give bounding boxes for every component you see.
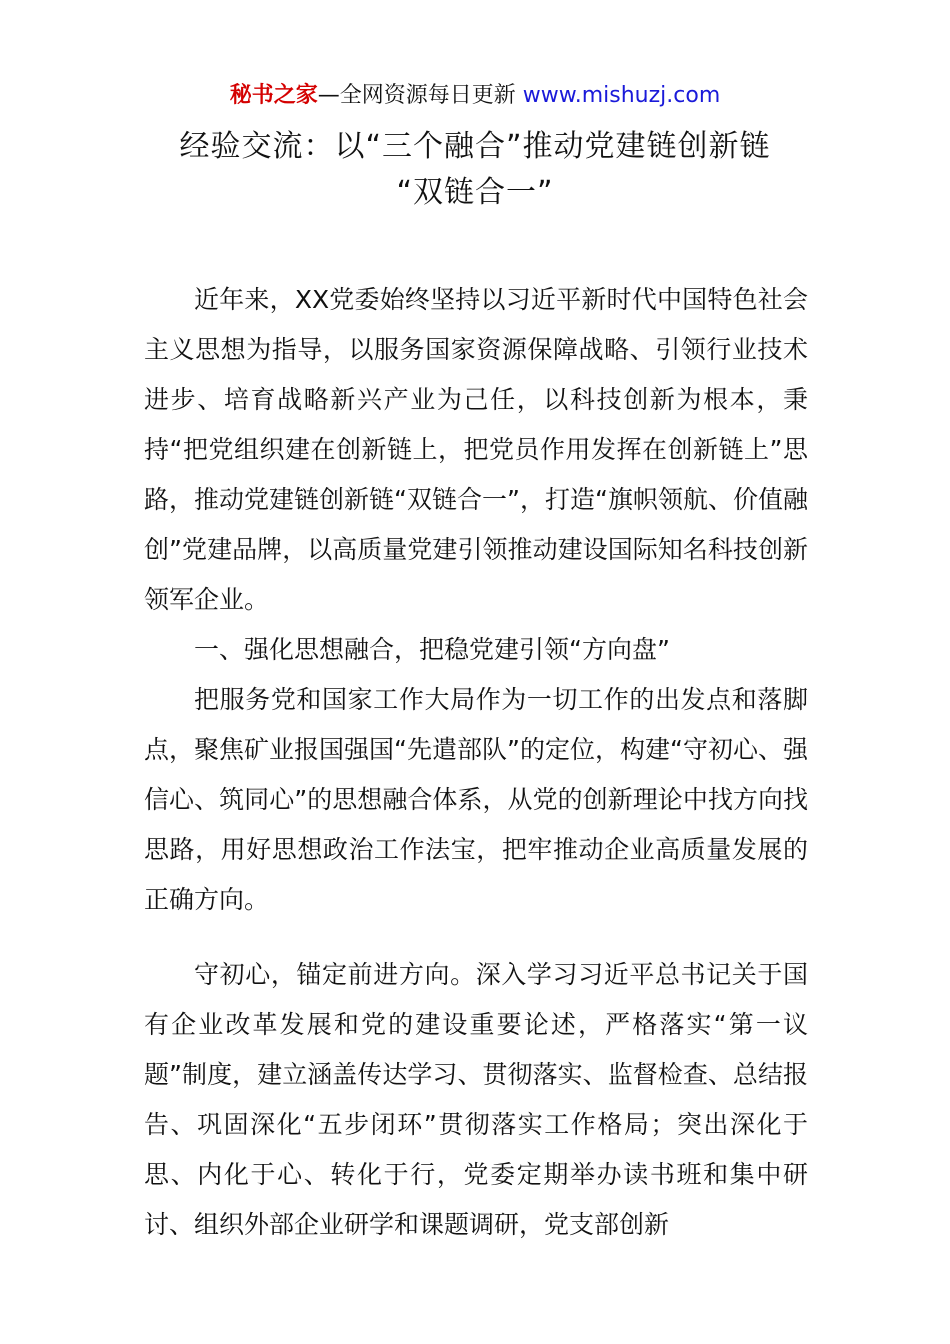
body-paragraph-keep-original-aspiration: 守初心，锚定前进方向。深入学习习近平总书记关于国有企业改革发展和党的建设重要论述，严格落实“第一议题”制度，建立涵盖传达学习、贯彻落实、监督检查、总结报告、巩固深化“五步闭环”贯彻落实工作格局；突出深化于思、内化于心、转化于行，党委定期举办读书班和集中研讨、组织外部企业研学和课题调研，党支部创新 (144, 960, 808, 1239)
site-tagline: —全网资源每日更新 (317, 83, 523, 108)
body-paragraph-intro: 近年来，XX党委始终坚持以习近平新时代中国特色社会主义思想为指导，以服务国家资源保障战略、引领行业技术进步、培育战略新兴产业为己任，以科技创新为根本，秉持“把党组织建在创新链上，把党员作用发挥在创新链上”思路，推动党建链创新链“双链合一”，打造“旗帜领航、价值融创”党建品牌，以高质量党建引领推动建设国际知名科技创新领军企业。 (144, 285, 808, 614)
title-line-1: 经验交流：以“三个融合”推动党建链创新链 (179, 129, 771, 164)
document-body (144, 275, 808, 1250)
site-header (0, 80, 950, 112)
title-line-2: “双链合一” (396, 175, 554, 210)
section-heading-1: 一、强化思想融合，把稳党建引领“方向盘” (194, 635, 670, 664)
document-title (100, 124, 850, 216)
site-url-link[interactable]: www.mishuzj.com (522, 83, 721, 108)
body-paragraph-section-1: 把服务党和国家工作大局作为一切工作的出发点和落脚点，聚焦矿业报国强国“先遣部队”的定位，构建“守初心、强信心、筑同心”的思想融合体系，从党的创新理论中找方向找思路，用好思想政治工作法宝，把牢推动企业高质量发展的正确方向。 (144, 685, 808, 914)
site-name: 秘书之家 (229, 83, 318, 108)
